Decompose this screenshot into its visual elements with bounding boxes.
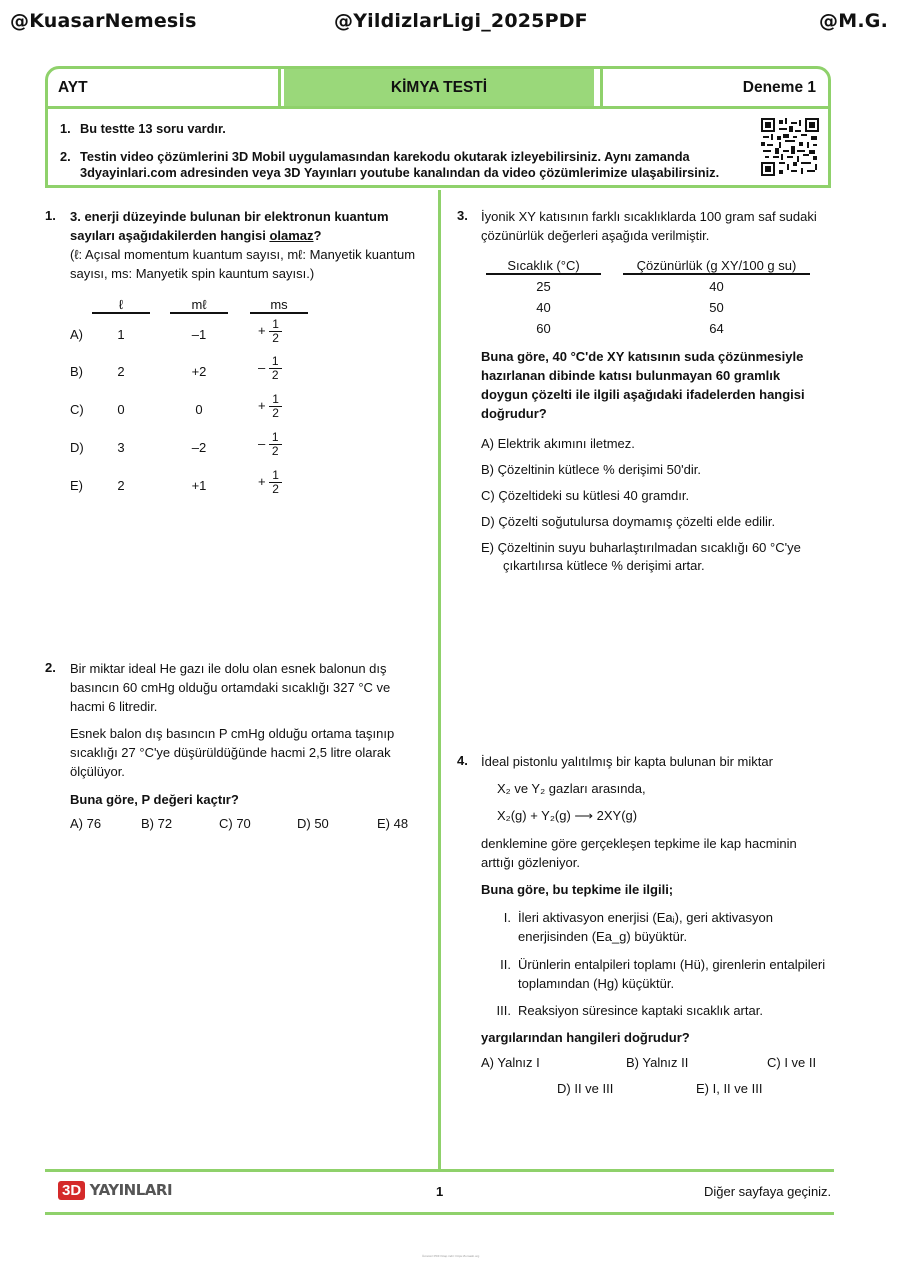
q3-table-head-sol: Çözünürlük (g XY/100 g su)	[623, 258, 810, 275]
q1-col-ml: mℓ	[170, 297, 228, 314]
q4-reaction: X₂(g) + Y₂(g) ⟶ 2XY(g)	[497, 808, 638, 823]
q4-gases: X₂ ve Y₂ gazları arasında,	[497, 781, 646, 796]
q2-option-b[interactable]: B) 72	[141, 816, 173, 831]
q2-p1-line3: hacmi 6 litredir.	[70, 699, 158, 714]
footer-line-bottom	[45, 1212, 834, 1215]
q1-option-d-l: 3	[117, 440, 125, 455]
q3-table-head-temp: Sıcaklık (°C)	[486, 258, 601, 275]
instruction-1: 1. Bu testte 13 soru vardır.	[60, 121, 226, 136]
next-page-note: Diğer sayfaya geçiniz.	[704, 1184, 832, 1199]
q2-p2-line3: ölçülüyor.	[70, 764, 125, 779]
q2-option-d[interactable]: D) 50	[297, 816, 329, 831]
q1-option-c-ml: 0	[195, 402, 203, 417]
q3-table-cell: 60	[536, 321, 551, 336]
instruction-2-cont: 3dyayinlari.com adresinden veya 3D Yayınları youtube kanalından da video çözümlerimize ulaşabilirsiniz.	[80, 165, 720, 180]
q1-col-ms: ms	[250, 297, 308, 314]
q4-option-d[interactable]: D) II ve III	[557, 1081, 614, 1096]
q2-option-e[interactable]: E) 48	[377, 816, 409, 831]
q3-stem-line1: İyonik XY katısının farklı sıcaklıklarda 100 gram saf sudaki	[481, 209, 817, 224]
test-header	[45, 66, 831, 188]
q2-option-c[interactable]: C) 70	[219, 816, 251, 831]
q1-option-b-ms: – $\frac{1}{2}$	[258, 355, 282, 382]
q4-option-a[interactable]: A) Yalnız I	[481, 1055, 540, 1070]
q2-question: Buna göre, P değeri kaçtır?	[70, 792, 239, 807]
q1-option-e-label[interactable]: E)	[70, 478, 83, 493]
tiny-footer-text: Ücretsiz PDF Kitap indir: https://lomasb.org	[422, 1254, 480, 1258]
q4-item-1-line2: enerjisinden (Ea_g) büyüktür.	[518, 929, 688, 944]
q1-option-d-label[interactable]: D)	[70, 440, 84, 455]
q1-option-a-ml: –1	[191, 327, 207, 342]
q1-option-d-ml: –2	[191, 440, 207, 455]
q2-p1-line2: basıncın 60 cmHg olduğu ortamdaki sıcaklığı 327 °C ve	[70, 680, 391, 695]
q4-after-line2: arttığı gözleniyor.	[481, 855, 580, 870]
q1-option-e-l: 2	[117, 478, 125, 493]
q4-item-1-number: I.	[503, 910, 511, 925]
q1-option-c-ms: + $\frac{1}{2}$	[258, 393, 282, 420]
q4-item-3-number: III.	[496, 1003, 511, 1018]
q2-number: 2.	[45, 660, 56, 675]
q4-question: Buna göre, bu tepkime ile ilgili;	[481, 882, 674, 897]
q1-option-c-label[interactable]: C)	[70, 402, 84, 417]
q3-question-line2: hazırlanan dibinde katısı bulunmayan 60 gramlık	[481, 368, 781, 383]
q4-option-b[interactable]: B) Yalnız II	[626, 1055, 689, 1070]
qr-code-icon[interactable]	[761, 118, 819, 176]
logo-3d-mark: 3D	[58, 1181, 85, 1200]
q3-table-cell: 64	[709, 321, 724, 336]
q1-note-line1: (ℓ: Açısal momentum kuantum sayısı, mℓ: Manyetik kuantum	[70, 247, 416, 262]
q1-number: 1.	[45, 208, 56, 223]
q1-stem-line1: 3. enerji düzeyinde bulunan bir elektronun kuantum	[70, 209, 389, 224]
q1-option-c-l: 0	[117, 402, 125, 417]
q1-option-b-l: 2	[117, 364, 125, 379]
q3-option-a[interactable]: A) Elektrik akımını iletmez.	[481, 436, 635, 451]
watermark-center: @YildizlarLigi_2025PDF	[334, 10, 588, 32]
q4-after-line1: denklemine göre gerçekleşen tepkime ile kap hacminin	[481, 836, 797, 851]
q3-table-cell: 40	[709, 279, 724, 294]
publisher-logo	[58, 1181, 172, 1200]
footer-line-top	[45, 1169, 834, 1172]
q2-p1-line1: Bir miktar ideal He gazı ile dolu olan esnek balonun dış	[70, 661, 387, 676]
q4-item-3-line1: Reaksiyon süresince kaptaki sıcaklık artar.	[518, 1003, 763, 1018]
q4-number: 4.	[457, 753, 468, 768]
q3-number: 3.	[457, 208, 468, 223]
q1-option-a-l: 1	[117, 327, 125, 342]
q3-option-c[interactable]: C) Çözeltideki su kütlesi 40 gramdır.	[481, 488, 690, 503]
test-number: Deneme 1	[600, 69, 828, 106]
q3-stem-line2: çözünürlük değerleri aşağıda verilmiştir.	[481, 228, 710, 243]
q2-option-a[interactable]: A) 76	[70, 816, 102, 831]
header-divider	[48, 106, 828, 109]
q4-item-2-number: II.	[500, 957, 511, 972]
q3-option-e-cont: çıkartılırsa kütlece % derişimi artar.	[503, 558, 705, 573]
watermark-right: @M.G.	[819, 10, 888, 32]
q3-table-cell: 25	[536, 279, 551, 294]
q1-col-l: ℓ	[92, 297, 150, 314]
test-title: KİMYA TESTİ	[284, 69, 594, 106]
q3-question-line1: Buna göre, 40 °C'de XY katısının suda çözünmesiyle	[481, 349, 804, 364]
q3-table-cell: 50	[709, 300, 724, 315]
q3-option-b[interactable]: B) Çözeltinin kütlece % derişimi 50'dir.	[481, 462, 701, 477]
q1-note-line2: sayısı, ms: Manyetik spin kauntum sayısı.)	[70, 266, 315, 281]
q1-option-b-ml: +2	[191, 364, 207, 379]
column-divider	[438, 190, 441, 1170]
q3-question-line4: doğrudur?	[481, 406, 547, 421]
q1-option-a-label[interactable]: A)	[70, 327, 83, 342]
q4-item-1-line1: İleri aktivasyon enerjisi (Eaᵢ), geri aktivasyon	[518, 910, 773, 925]
q4-ask: yargılarından hangileri doğrudur?	[481, 1030, 690, 1045]
q4-option-c[interactable]: C) I ve II	[767, 1055, 817, 1070]
q3-option-d[interactable]: D) Çözelti soğutulursa doymamış çözelti elde edilir.	[481, 514, 776, 529]
q2-p2-line1: Esnek balon dış basıncın P cmHg olduğu ortama taşınıp	[70, 726, 395, 741]
q1-option-e-ml: +1	[191, 478, 207, 493]
q3-question-line3: doygun çözelti ile ilgili aşağıdaki ifadelerden hangisi	[481, 387, 805, 402]
watermark-left: @KuasarNemesis	[10, 10, 197, 32]
q1-option-d-ms: – $\frac{1}{2}$	[258, 431, 282, 458]
page-number: 1	[436, 1184, 444, 1199]
q3-option-e[interactable]: E) Çözeltinin suyu buharlaştırılmadan sıcaklığı 60 °C'ye	[481, 540, 801, 555]
q4-item-2-line2: toplamından (Hg) küçüktür.	[518, 976, 675, 991]
q2-p2-line2: sıcaklığı 27 °C'ye düşürüldüğünde hacmi 2,5 litre olarak	[70, 745, 391, 760]
q1-stem-line2: sayıları aşağıdakilerden hangisi olamaz?	[70, 228, 322, 243]
q1-option-a-ms: + $\frac{1}{2}$	[258, 318, 282, 345]
logo-text: YAYINLARI	[89, 1181, 173, 1199]
instruction-2: 2. Testin video çözümlerini 3D Mobil uygulamasından karekodu okutarak izleyebilirsiniz. Aynı zamanda	[60, 149, 690, 164]
q1-option-e-ms: + $\frac{1}{2}$	[258, 469, 282, 496]
q4-option-e[interactable]: E) I, II ve III	[696, 1081, 763, 1096]
exam-type: AYT	[48, 69, 281, 106]
q3-table-cell: 40	[536, 300, 551, 315]
q1-option-b-label[interactable]: B)	[70, 364, 83, 379]
q4-stem: İdeal pistonlu yalıtılmış bir kapta bulunan bir miktar	[481, 754, 773, 769]
q4-item-2-line1: Ürünlerin entalpileri toplamı (Hü), girenlerin entalpileri	[518, 957, 826, 972]
